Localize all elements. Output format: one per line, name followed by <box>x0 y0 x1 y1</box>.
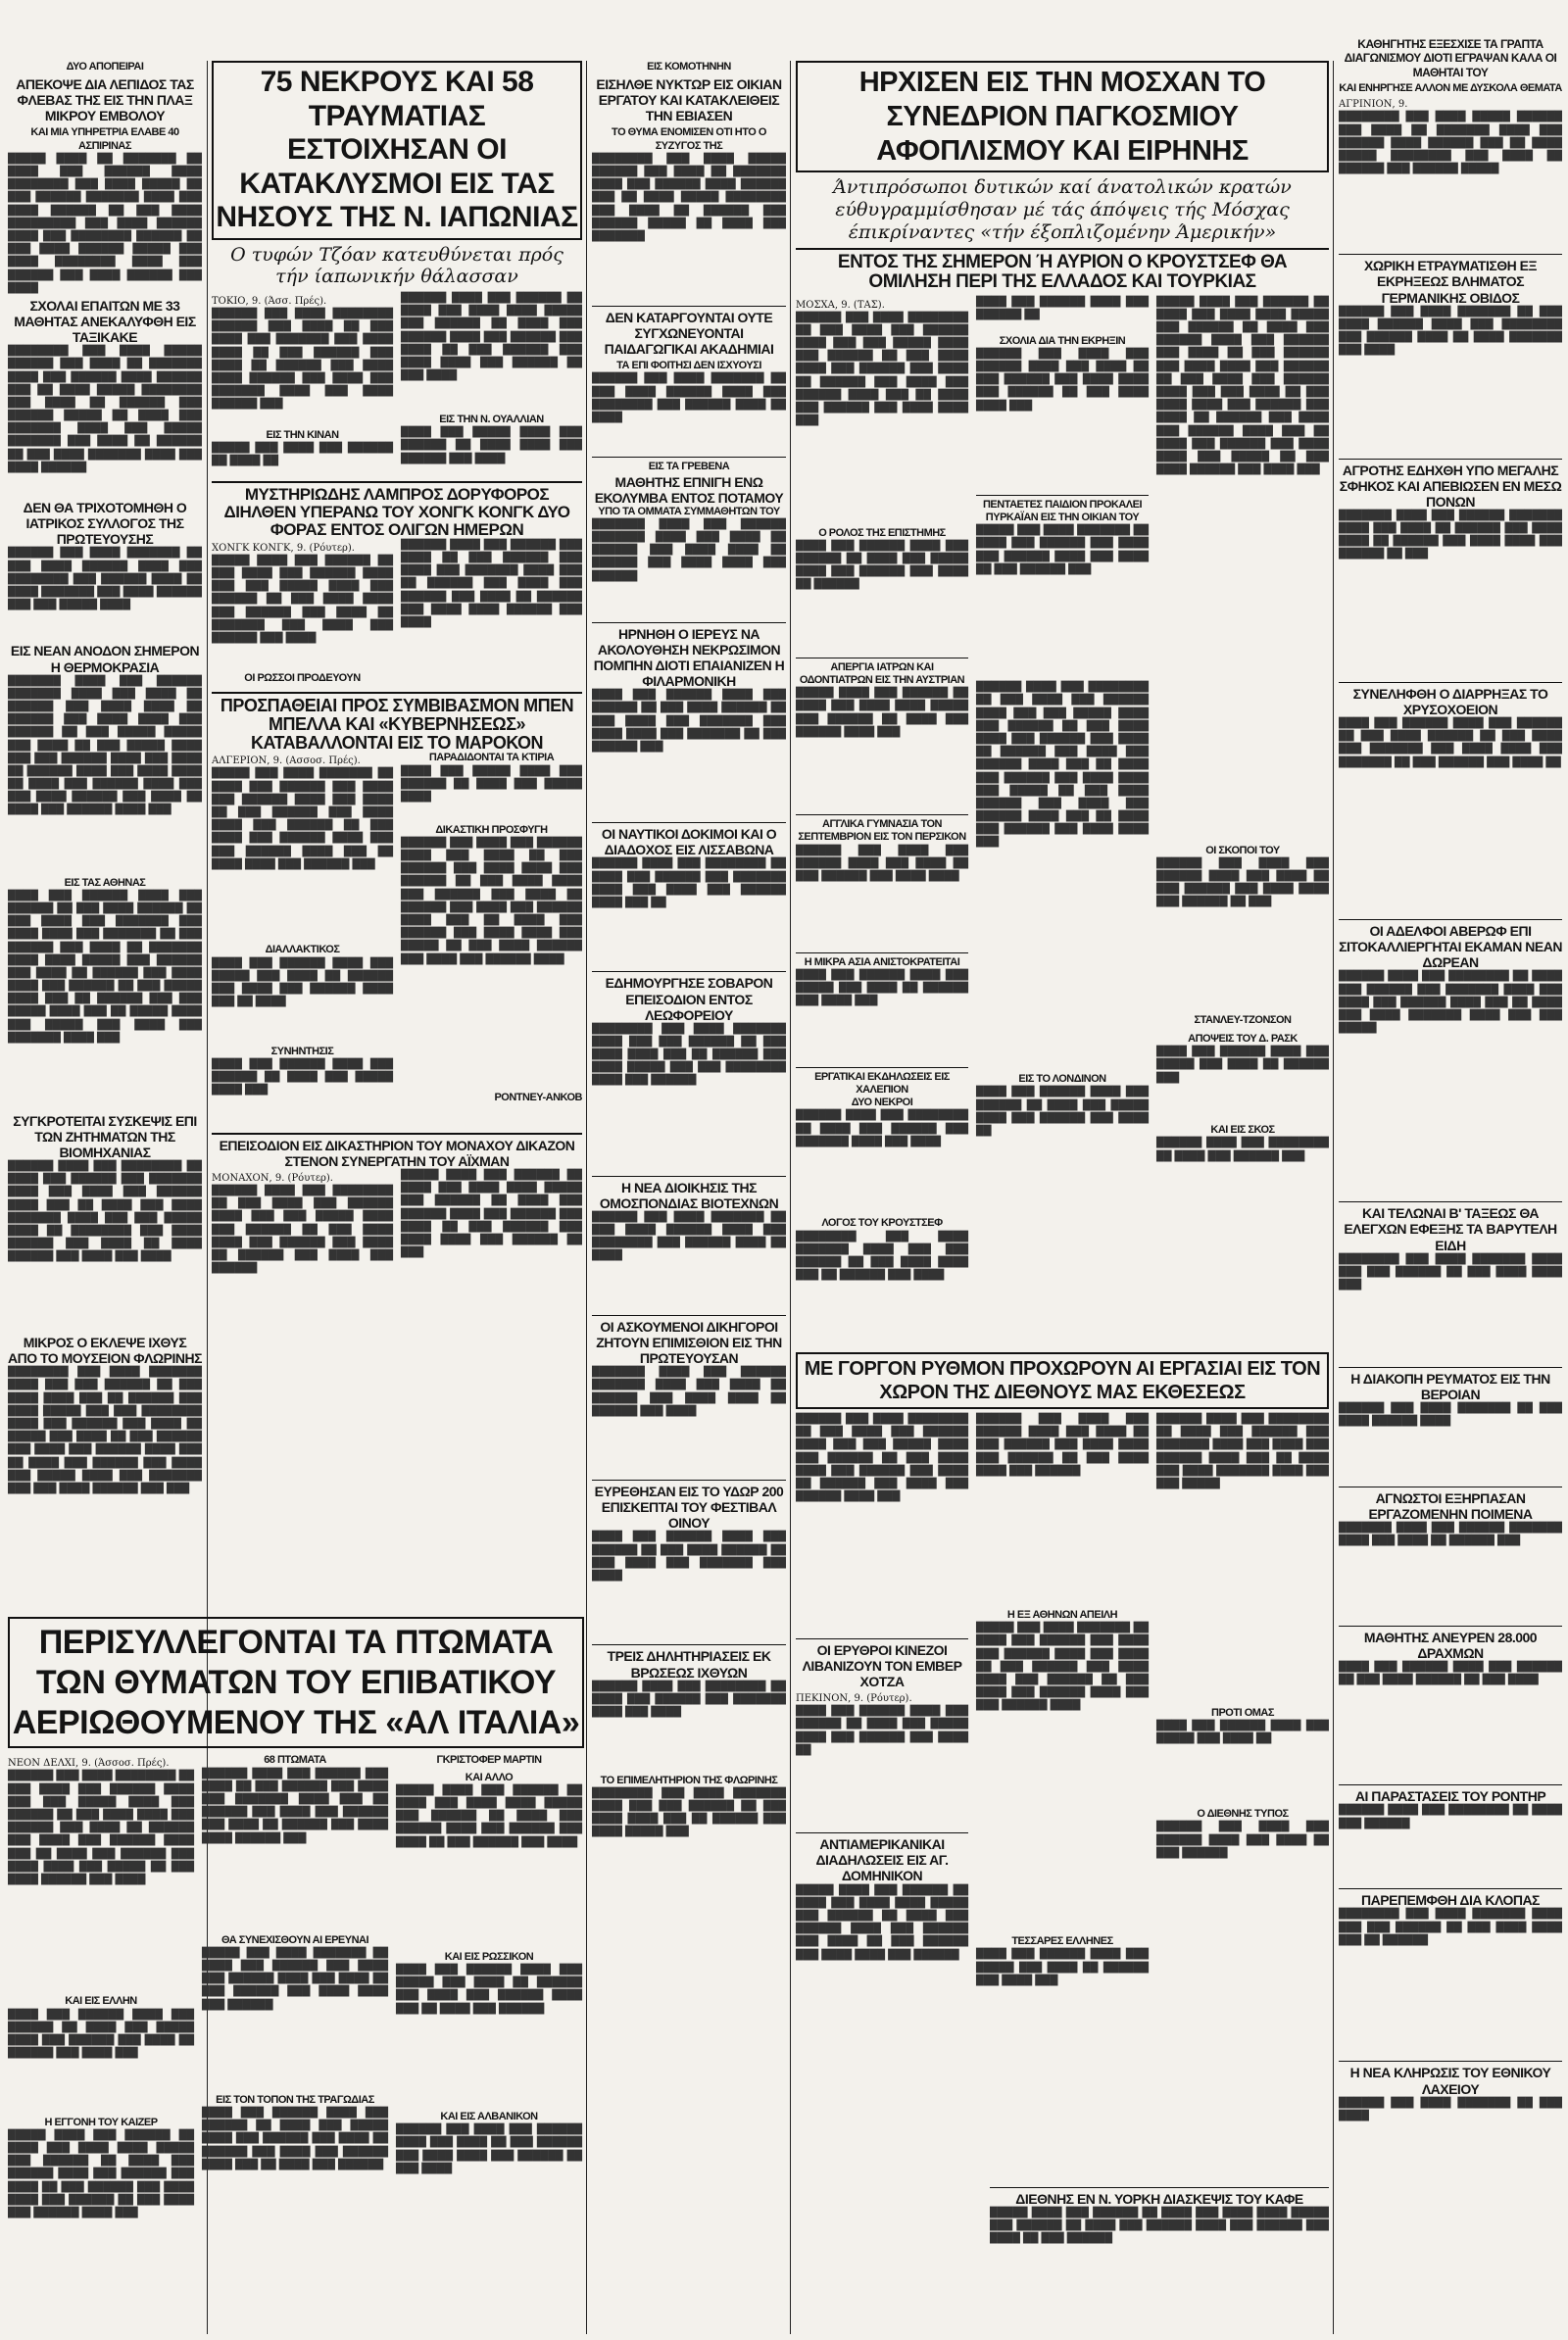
article-body: ██████ ████ ███ ████████ ██ ████ ███ ██████ ███ ███████ ████ ███ ████ <box>796 1110 968 1147</box>
article-body: █████ ████ ███ ██████ ██ ████ ███ ████ ████ █████ ███ ██████ ██ ████ ███ ██████ ████ ███ ██████ ███ ████ ██ ███ ██████ ███ ████ ████ ███ ██████ ██ ███ ████ ███ ██████ ████ ███ ███ ████ ██ ███ ████ ████ ███ ██████ ███ ████ ██ ██████ ███ ████ ███ ██████ ████ ███ ██ ████ ███ ██████ ███ ████ ████ ███ █████ ██ ███ ████ ██████ ███ ████ ███ <box>1156 296 1329 476</box>
article-body: ██████ ████ ███ ████████ ██ ████ ███ ██████ ███ ███████ ████ ███ ████ ███ ██████ ████ ███ ██ ████ ███ ████ ███████ ████ ███ ███ █████ <box>1156 1414 1329 1489</box>
article-body: ███████ ████ ███ ██████ ███████ ████ ███ ████ ██ ██████ ███ ████ ████ ██ ██████ ███ ████ <box>592 1367 786 1417</box>
article-body: ███████ ████ ███ ██████ ███████ ████ ███ ████ ██ ██████ ███ <box>1339 1523 1562 1547</box>
article-body: ███████ ████ ███ ██████ ███████ ████ ███ ████ ██ ██████ ███ ████ ████ ██ ██████ ███ ████ ████ ███ ██████ <box>592 518 786 582</box>
headline: ΟΙ ΝΑΥΤΙΚΟΙ ΔΟΚΙΜΟΙ ΚΑΙ Ο ΔΙΑΔΟΧΟΣ ΕΙΣ ΛΙΣΣΑΒΩΝΑ <box>592 822 786 857</box>
headline: ΕΙΣΗΛΘΕ ΝΥΚΤΩΡ ΕΙΣ ΟΙΚΙΑΝ ΕΡΓΑΤΟΥ ΚΑΙ ΚΑΤΑΚΛΕΙΘΕΙΣ ΤΗΝ ΕΒΙΑΣΕΝ <box>596 76 782 124</box>
headline: Η ΔΙΑΚΟΠΗ ΡΕΥΜΑΤΟΣ ΕΙΣ ΤΗΝ ΒΕΡΟΙΑΝ <box>1339 1367 1562 1402</box>
subheadline: ΤΟ ΘΥΜΑ ΕΝΟΜΙΣΕΝ ΟΤΙ ΗΤΟ Ο ΣΥΖΥΓΟΣ ΤΗΣ <box>612 126 766 152</box>
headline: Η ΝΕΑ ΔΙΟΙΚΗΣΙΣ ΤΗΣ ΟΜΟΣΠΟΝΔΙΑΣ ΒΙΟΤΕΧΝΩΝ <box>592 1176 786 1211</box>
subhead: ΚΑΙ ΕΙΣ ΕΛΛΗΝ <box>65 1995 137 2008</box>
article-body: █████ ████ ███ ██████ ██ ████ ███ ████ ████ █████ ███ ██████ ██ ████ ███ ██████ ████ ███ <box>796 688 968 738</box>
column-5 <box>1339 37 1562 2334</box>
headline: ΠΡΟΣΠΑΘΕΙΑΙ ΠΡΟΣ ΣΥΜΒΙΒΑΣΜΟΝ ΜΠΕΝ ΜΠΕΛΛΑ ΚΑΙ «ΚΥΒΕΡΝΗΣΕΩΣ» ΚΑΤΑΒΑΛΛΟΝΤΑΙ ΕΙΣ ΤΟ ΜΑΡΟΚΟΝ <box>212 692 582 753</box>
article-body: ████ ███ █████ ████ ███ ██████ ██ ████ ███ █████ ████ <box>401 765 582 804</box>
article-body: ██████ ███ ████ ███████ ██ ███ ████ ██████ ████ ███ ████████ ███ ██████ ████ ██ ████ <box>592 1211 786 1262</box>
subhead: ΟΙ ΣΚΟΠΟΙ ΤΟΥ <box>1205 844 1280 856</box>
article-body: ████ ███ ██████ ████ ███ █████ ███ ████ ██ ██████ ███ <box>1156 1047 1329 1084</box>
subhead: ΠΡΟΤΙ ΟΜΑΣ <box>1211 1707 1274 1719</box>
kicker: ΚΑΘΗΓΗΤΗΣ ΕΞΕΣΧΙΣΕ ΤΑ ΓΡΑΠΤΑ ΔΙΑΓΩΝΙΣΜΟΥ ΔΙΟΤΙ ΕΓΡΑΨΑΝ ΚΑΛΑ ΟΙ ΜΑΘΗΤΑΙ ΤΟΥ <box>1344 37 1557 79</box>
subheadline: Ο τυφών Τζόαν κατευθύνεται πρός τήν ίαπωνικήν θάλασσαν <box>230 243 564 288</box>
headline: ΜΕ ΓΟΡΓΟΝ ΡΥΘΜΟΝ ΠΡΟΧΩΡΟΥΝ ΑΙ ΕΡΓΑΣΙΑΙ ΕΙΣ ΤΟΝ ΧΩΡΟΝ ΤΗΣ ΔΙΕΘΝΟΥΣ ΜΑΣ ΕΚΘΕΣΕΩΣ <box>804 1358 1321 1403</box>
dateline: ΧΟΝΓΚ ΚΟΝΓΚ, 9. (Ρόυτερ). <box>212 542 355 554</box>
article-body: ████ ███ ██████ ████ ███ █████ ███ ████ ██ ██████ ███ ████ ███ <box>976 1949 1149 1986</box>
headline: ΕΝΤΟΣ ΤΗΣ ΣΗΜΕΡΟΝ Ή ΑΥΡΙΟΝ Ο ΚΡΟΥΣΤΣΕΦ ΘΑ ΟΜΙΛΗΣΗ ΠΕΡΙ ΤΗΣ ΕΛΛΑΔΟΣ ΚΑΙ ΤΟΥΡΚΙΑΣ <box>796 248 1329 292</box>
article-body: ████████ ███ ████ █████ ██████ ███ ████ ██ ███████ ████ ███ ██████ ████ ██████ ███ ██ ████ █████ ████████ ███ ████ ██ ██████ ███ ██████ █████ ██ ████ ███ ███████ <box>592 153 786 242</box>
subhead: ΕΙΣ ΤΗΝ Ν. ΟΥΑΛΛΙΑΝ <box>439 414 544 426</box>
subhead: ΕΡΓΑΤΙΚΑΙ ΕΚΔΗΛΩΣΕΙΣ ΕΙΣ ΧΑΛΕΠΙΟΝ <box>796 1067 968 1097</box>
article-body: ██████ ███ ████ ███████ ██ ███ ████ ██████ ████ ███ ████████ ███ ██████ ████ ██ ████ ███████ ███ ████ ██████ ███ ███ █████ ████ <box>8 548 202 611</box>
headline: ΔΥΟ ΑΠΟΠΕΙΡΑΙ <box>66 61 144 73</box>
subhead: ΑΠΟΨΕΙΣ ΤΟΥ Δ. ΡΑΣΚ <box>1188 1033 1298 1046</box>
dateline: ΤΟΚΙΟ, 9. (Άσσ. Πρές). <box>212 296 327 308</box>
headline-box <box>796 1352 1329 1409</box>
headline: ΑΓΝΩΣΤΟΙ ΕΞΗΡΠΑΣΑΝ ΕΡΓΑΖΟΜΕΝΗΝ ΠΟΙΜΕΝΑ <box>1339 1487 1562 1522</box>
article-body: ██████ ███ ████ ███████ ██ ███ ████ <box>1339 2097 1562 2121</box>
subhead: ΠΕΝΤΑΕΤΕΣ ΠΑΙΔΙΟΝ ΠΡΟΚΑΛΕΙ ΠΥΡΚΑΪΑΝ ΕΙΣ ΤΗΝ ΟΙΚΙΑΝ ΤΟΥ <box>976 495 1149 524</box>
subheadline: ΤΑ ΕΠΙ ΦΟΙΤΗΣΙ ΔΕΝ ΙΣΧΥΟΥΣΙ <box>616 360 761 372</box>
headline: ΣΥΓΚΡΟΤΕΙΤΑΙ ΣΥΣΚΕΨΙΣ ΕΠΙ ΤΩΝ ΖΗΤΗΜΑΤΩΝ ΤΗΣ ΒΙΟΜΗΧΑΝΙΑΣ <box>13 1112 197 1160</box>
article-body: ██████ ████ ███ ████████ ██ ████ ███ ██████ ███ ███████ ████ ███ ████ <box>592 1681 786 1719</box>
article-body: ████████ ███ ████ ███████ ████ ███ ███ ██████ ██ ███ ████ ████ ███ ██ ██████ ███ ████ █████ ███ ███ ████████ ████ ███ ██████ ███ ████ ██ █████ ███ ████ ██ ███ ██████ ███ ████ ███ ██████ ████ ███ ██ ████ ███ ██████ ███ ████ ███ █████ ████ ███ ███████ ███ ███ ████ ██████ ███ ███ <box>8 1367 202 1494</box>
article-body: █████ ████ ███ ██████ ██ ███ ████ ███ ██████ ████ ███ ███ █████ ████ ███ ██████ ██ ███ ████ ████ ███ ██████ ███ ████ ██ ███████ ███ ████ ███ ██████ ███ ████ <box>212 555 393 644</box>
headline: ΟΙ ΑΔΕΛΦΟΙ ΑΒΕΡΩΦ ΕΠΙ ΣΙΤΟΚΑΛΛΙΕΡΓΗΤΑΙ ΕΚΑΜΑΝ ΝΕΑΝ ΔΩΡΕΑΝ <box>1339 919 1562 970</box>
article-body: █████ ████ ███ ██████ ██ ████ ███ ████ ████ █████ ███ ██████ ██ ████ ███ ██████ ████ ███ ██████ ███ ████ ██ ███ ██████ ███ ████ ████ ███ ██████ ██ ███ <box>401 1170 582 1259</box>
article-body: ██████ ███ ████ ███ ██████ ████ ███ ████ ██ ███ ██████ ███ ████ ████ ███ ██████ ██ ███ ████ ████ ███ ██████ ███ ████ ██ ██████ ███ ████ ███ ██████ ████ ███ ██ ████ ███ ██████ ███ ████ ████ ███ █████ ██ ███ ████ ██████ ███ ████ ███ ██████ ████ <box>401 837 582 965</box>
subhead: Η ΕΞ ΑΘΗΝΩΝ ΑΠΕΙΛΗ <box>1006 1609 1118 1621</box>
article-body: ████ ███ ██████ ████ ███ █████ ███ ████ ██ <box>1156 1721 1329 1745</box>
article-body: ████ ███ ██████ ████ ███ █████ ███ ████ ██ ██████ ███ ████ ███ ██████ ████ ███ ██ ████ ███ ██████ <box>396 1964 582 2015</box>
dateline: ΑΛΓΕΡΙΟΝ, 9. (Ασσοσ. Πρές). <box>212 756 361 767</box>
headline: ΠΑΡΕΠΕΜΦΘΗ ΔΙΑ ΚΛΟΠΑΣ <box>1339 1888 1562 1908</box>
article-body: ████ ███ ██████ ████ ███ ██████ ██ ███ ████ ██████ ██ ███ ████ ███ ███████ ███ ████ <box>592 1532 786 1583</box>
article-body: ████ ███ ██████ ████ ███ ██████ ██ ████ ███ █████ ████ ███ ██████ ███ ████ ██ ██████ <box>796 540 968 591</box>
dateline: ΜΟΣΧΑ, 9. (ΤΑΣ). <box>796 299 885 311</box>
article-body: ██████ ████ ███ ██████ ███ ████ ██ ███ ██████ ███ ████ ███ ███████ ████ ███ ██ ██████ ███ ████ ███ ██████ ███ ████ ██ ██████ ███ ████ ████ ██████ ███ ████ <box>401 539 582 628</box>
subhead: ΔΙΚΑΣΤΙΚΗ ΠΡΟΣΦΥΓΗ <box>435 823 548 836</box>
article-body: ████████ ███ ████ ███████ ████ ███ ███ ██████ ██ ███ ████ ████ ███ ██ ██████ ███ ████ <box>796 1231 968 1282</box>
subhead: ΔΥΟ ΝΕΚΡΟΙ <box>851 1097 913 1109</box>
article-body: ████ ███ ██████ ████ ███ █████ ███ ████ ██ ██████ ███ ████ ███ ██████ ████ ███ ██ ████ <box>212 957 393 1008</box>
article-body: ██████ ███ ████ ████████ ██████ ███ ████ ██ ███ ████ ███ ███████ ███ ████ ████ ██ ███ ██████ ███ ████ ██ ██████ ███ ████ ████ ██████ ███ ████ ███ ███████ ████ ███ ████ ██████ ███ <box>212 309 393 411</box>
article-body: ██████ ███ ████ ███ ██████ ████ ███ ████ ██ ███ ██████ ███ ████ ████ <box>796 845 968 882</box>
subhead: ΚΑΙ ΕΙΣ ΡΩΣΣΙΚΟΝ <box>444 1950 534 1963</box>
subhead: Ο ΡΟΛΟΣ ΤΗΣ ΕΠΙΣΤΗΜΗΣ <box>818 526 946 539</box>
article-body: █████ ███ ████ ███████ ██ ████ ███ ██████ ███ ████ ███ ██████ ████ ███ ████ ██ ███ ██████ ███ ████ ████ ███ ██████ ██ ███ ████ ███ ██████ ████ ███ ███ ██████ ████ <box>976 1623 1149 1712</box>
headline: ΗΡΧΙΣΕΝ ΕΙΣ ΤΗΝ ΜΟΣΧΑΝ ΤΟ ΣΥΝΕΔΡΙΟΝ ΠΑΓΚΟΣΜΙΟΥ ΑΦΟΠΛΙΣΜΟΥ ΚΑΙ ΕΙΡΗΝΗΣ <box>858 67 1266 167</box>
byline: ΓΚΡΙΣΤΟΦΕΡ ΜΑΡΤΙΝ <box>436 1754 542 1767</box>
subhead: ΤΕΣΣΑΡΕΣ ΕΛΛΗΝΕΣ <box>1011 1935 1113 1948</box>
headline: ΜΑΘΗΤΗΣ ΕΠΝΙΓΗ ΕΝΩ ΕΚΟΛΥΜΒΑ ΕΝΤΟΣ ΠΟΤΑΜΟΥ <box>594 473 784 506</box>
headline: ΜΥΣΤΗΡΙΩΔΗΣ ΛΑΜΠΡΟΣ ΔΟΡΥΦΟΡΟΣ ΔΙΗΛΘΕΝ ΥΠΕΡΑΝΩ ΤΟΥ ΧΟΝΓΚ ΚΟΝΓΚ ΔΥΟ ΦΟΡΑΣ ΕΝΤΟΣ ΟΛΙΓΩΝ ΗΜΕΡΩΝ <box>212 481 582 539</box>
article-body: ████ ███ ██████ ████ ███ ██████ ██ <box>976 296 1149 320</box>
article-body: ██████ ███ ████ ███████ ██ ███ ████ ██████ ████ <box>1339 1402 1562 1428</box>
article-body: ████ ███ ██████ ████ ███ ██████ ██ ███ ████ ██████ ██ ███ ████ ███ ███████ ███ ████ ████ ███ ███████ ██ ███ ██████ ███ <box>592 690 786 753</box>
article-body: █████ ███ ████ ███████ ██ ████ ███ ██████ ███ ████ ███ ██████ ████ ███ ████ ██ ███ ██████ ███ <box>976 525 1149 575</box>
headline: ΔΕΝ ΘΑ ΤΡΙΧΟΤΟΜΗΘΗ Ο ΙΑΤΡΙΚΟΣ ΣΥΛΛΟΓΟΣ ΤΗΣ ΠΡΩΤΕΥΟΥΣΗΣ <box>23 500 187 548</box>
subheadline: Άντιπρόσωποι δυτικών καί άνατολικών κρατών εύθυγραμμίσθησαν μέ τάς άπόψεις τής Μόσχας έπικρίναντες «τήν έξοπλιζομένην Άμερικήν» <box>833 176 1292 243</box>
article-body: ████ ███ ██████ ████ ███ █████ ███ ████ ██ ██████ ███ ████ ███ <box>796 969 968 1007</box>
article-body: ████████ ███ ████ ███████ ████ ███ ███ ██████ ██ ███ ████ ████ ███ ██ ██████ ███ ████ █████ ███ <box>592 1787 786 1838</box>
article-body: ████ ███ ██████ ████ ███ ██████ ██ ████ ███ █████ ████ ███ ██████ ███ ████ ██ ██████ ███ ████ ███ ██████ ████ ███ ██ ████ ███ ██████ <box>202 2107 388 2170</box>
article-body: ██████ ███ ████ ████████ ██ ███ ████ ███ ██████ ████ ███ ███ █████ ████ ███ ██████ ██ ███ ████ ████ ███ ██████ ███ ████ ██ ██████ ███ ████ ███ ██████ ████ ███ ██ ████ ███ ██████ ███ ████ ████ ███ <box>796 312 968 427</box>
subhead: 68 ΠΤΩΜΑΤΑ <box>264 1754 326 1767</box>
article-body: ██████ ███ ████ ███ ██████ ████ ███ ████ ██ ███ ██████ ███ ████ ████ ███ ██████ ██ ███ <box>1156 857 1329 908</box>
article-body: █████ ███ ████ ███████ ██ ████ ███ ██████ ███ ████ ███ ██████ ████ ███ ████ ██ ███ ██████ ███ ████ ████ ███ ██████ <box>202 1947 388 2011</box>
subheadline: ΥΠΟ ΤΑ ΟΜΜΑΤΑ ΣΥΜΜΑΘΗΤΩΝ ΤΟΥ <box>598 505 780 517</box>
headline: ΑΠΕΚΟΨΕ ΔΙΑ ΛΕΠΙΔΟΣ ΤΑΣ ΦΛΕΒΑΣ ΤΗΣ ΕΙΣ ΤΗΝ ΠΛΑΞ ΜΙΚΡΟΥ ΕΜΒΟΛΟΥ <box>16 76 194 124</box>
article-body: ████████ ███ ████ █████ ██████ ███ ████ ██ ███████ ████ ███ ██████ ████ ██████ ███ ██ ████ █████ ████████ ███ ████ ██ ██████ ███ ██████ █████ <box>1339 112 1562 175</box>
byline: ΡΟΝΤΝΕΥ-ΑΝΚΟΒ <box>494 1091 582 1103</box>
article-body: ██████ ███ ████ ███ ██████ ████ ███ ████ ██ ███ ██████ ███ ████ ████ ███ ██████ ██ ███ ████ ████ ███ <box>976 348 1149 412</box>
article-body: ██████ ███ ████ ███████ ██ ███ ████ ██████ ████ ███ ████████ ███ ██████ ████ ██ ████ <box>592 373 786 423</box>
subheadline: ΤΟ ΕΠΙΜΕΛΗΤΗΡΙΟΝ ΤΗΣ ΦΛΩΡΙΝΗΣ <box>600 1774 778 1786</box>
dateline: ΠΕΚΙΝΟΝ, 9. (Ρόυτερ). <box>796 1693 912 1705</box>
headline-box <box>212 61 582 240</box>
article-body: ███████ ████ ███ ██████ ███████ ████ ███ ████ ██ ██████ ███ ████ ████ ██ ██████ ███ ████ ████ ███ ██████ ██ ███ <box>1339 510 1562 561</box>
subheadline: ΚΑΙ ΜΙΑ ΥΠΗΡΕΤΡΙΑ ΕΛΑΒΕ 40 ΑΣΠΙΡΙΝΑΣ <box>30 126 179 152</box>
article-body: █████ ████ ██ ███████ ██ ████ ███ ██████ ████ ████████ ███ ████ █████ ██ ███ ██████ ███████ ████ ███ ████ ██████ ██ ███ ████ █████████ ███ ████ ██████ ████ ███ ████████ ██████ ██ ███ ████ ██████ █████ ███ ████ ████████ ████ ███ ██████ ███ ████ ██████ ███ ████ <box>8 153 202 294</box>
headline: ΜΙΚΡΟΣ Ο ΕΚΛΕΨΕ ΙΧΘΥΣ ΑΠΟ ΤΟ ΜΟΥΣΕΙΟΝ ΦΛΩΡΙΝΗΣ <box>8 1335 202 1367</box>
subhead: ΛΟΓΟΣ ΤΟΥ ΚΡΟΥΣΤΣΕΦ <box>821 1217 943 1230</box>
article-body: ██████ ████ ███ ██████ ██ ████ ███ ████ ████ █████ ███ ██████ ██ ████ ███ ██████ ████ ███ ██████ ███ ████ ██ ███ ██████ ███ ████ ████ ███ ██████ ██ ███ ████ <box>401 293 582 382</box>
article-body: ██████ ███ ████ ███ ██████ ████ ███ ████ ██ ███ ██████ ███ ████ ████ ███ ██████ ██ ███ ████ ████ ███ ██████ <box>976 1414 1149 1477</box>
article-body: ██████ ████ ███ ████████ ██ ████ ███ ██████ ███ <box>1156 1138 1329 1162</box>
coffee-conference-story <box>990 2187 1329 2334</box>
headline: ΕΔΗΜΟΥΡΓΗΣΕ ΣΟΒΑΡΟΝ ΕΠΕΙΣΟΔΙΟΝ ΕΝΤΟΣ ΛΕΩΦΟΡΕΙΟΥ <box>592 971 786 1022</box>
byline: ΣΤΑΝΛΕΥ-ΤΖΟΝΣΟΝ <box>1194 1013 1292 1026</box>
headline: ΚΑΙ ΤΕΛΩΝΑΙ Β' ΤΑΞΕΩΣ ΘΑ ΕΛΕΓΧΩΝ ΕΦΕΞΗΣ ΤΑ ΒΑΡΥΤΕΛΗ ΕΙΔΗ <box>1339 1201 1562 1252</box>
headline: ΕΙΣ ΝΕΑΝ ΑΝΟΔΟΝ ΣΗΜΕΡΟΝ Η ΘΕΡΜΟΚΡΑΣΙΑ <box>10 643 200 675</box>
headline: ΑΓΡΟΤΗΣ ΕΔΗΧΘΗ ΥΠΟ ΜΕΓΑΛΗΣ ΣΦΗΚΟΣ ΚΑΙ ΑΠΕΒΙΩΣΕΝ ΕΝ ΜΕΣΩ ΠΟΝΩΝ <box>1339 459 1562 510</box>
article-body: ██████ ███ ████ ████████ ██ ███ ████ ███ ██████ ████ ███ ███ █████ ████ ███ ██████ ██ ███ ████ ████ ███ ██████ ███ ████ ██ ██████ ███ ████ ███ ██████ ████ ███ ██ ████ ███ ██████ ███ ████ ████ ███ █████ ██ ███ ████ ██████ ███ ████ <box>8 1771 194 1885</box>
subhead: Η ΜΙΚΡΑ ΑΣΙΑ ΑΝΙΣΤΟΚΡΑΤΕΙΤΑΙ <box>796 952 968 969</box>
dateline: ΑΓΡΙΝΙΟΝ, 9. <box>1339 99 1408 111</box>
article-body: ████ ███ ██████ ████ ███ ██████ ██ ███ ████ ██████ ██ ███ ████ ███ ███████ ███ ████ ████ ███ ███████ ██ ███ ██████ ███ ████ ██ ███████ ████ ████ █████ ███ ██████ ███ ████ ██ ██████ ███ ████ ████ ███ ██████ ██ ███ █████ ████ ███ ██ ██████ ███ ███ █████ ████ ███ ██ █████ ████ ███ █████ ███ ████ ███ ███████ ████ ███ <box>8 890 202 1044</box>
headline-box <box>8 1617 584 1748</box>
article-body: ██████ ███ ████ ███████ ██ ███ ████ ██████ ████ ███ ████████ ███ ██████ ████ ██ ████ ███████ ███ ████ <box>1339 306 1562 357</box>
article-body: ████ ███ ██████ ████ ███ ██████ ██ ████ ███ █████ ████ ███ ██████ ███ ████ ██ <box>796 1706 968 1756</box>
article-body: ██████ ████ ███ ████████ ██ ███ ████ ███ ██████ ████ ███ ███ █████ ████ ███ ██████ ██ ███ ████ ████ ███ ██████ ███ ████ ██ ██████ ███ ████ ███ ██████ <box>212 1186 393 1275</box>
subhead: ΠΑΡΑΔΙΔΟΝΤΑΙ ΤΑ ΚΤΙΡΙΑ <box>428 752 555 764</box>
subhead: ΕΙΣ ΤΟ ΛΟΝΔΙΝΟΝ <box>1018 1073 1106 1086</box>
article-body: ████ ███ ██████ ████ ███ ██████ ██ ████ ███ █████ ████ ███ <box>212 1058 393 1097</box>
headline: ΣΧΟΛΑΙ ΕΠΑΙΤΩΝ ΜΕ 33 ΜΑΘΗΤΑΣ ΑΝΕΚΑΛΥΦΘΗ ΕΙΣ ΤΑΞΙΚΑΚΕ <box>14 297 196 346</box>
article-body: ████████ ███ ████ ███████ ████ ███ ███ ██████ ██ ███ ████ ████ ███ ██ ██████ <box>1339 1909 1562 1946</box>
subhead: ΚΑΙ ΕΙΣ ΣΚΟΣ <box>1210 1124 1275 1137</box>
subheadline: ΕΙΣ ΤΑΣ ΑΘΗΝΑΣ <box>64 876 146 889</box>
headline: ΕΠΕΙΣΟΔΙΟΝ ΕΙΣ ΔΙΚΑΣΤΗΡΙΟΝ ΤΟΥ ΜΟΝΑΧΟΥ ΔΙΚΑΖΟΝ ΣΤΕΝΟΝ ΣΥΝΕΡΓΑΤΗΝ ΤΟΥ ΑΪΧΜΑΝ <box>212 1133 582 1169</box>
subhead: ΟΙ ΡΩΣΣΟΙ ΠΡΟΔΕΥΟΥΝ <box>244 671 361 684</box>
article-body: █████ ████ ███ ██████ ██ ████ ███ ████ ████ █████ ███ ██████ ██ ████ ███ ██████ ████ ███ ██████ ███ ████ ██ ███ ██████ <box>990 2208 1329 2245</box>
subhead: ΑΠΕΡΓΙΑ ΙΑΤΡΩΝ ΚΑΙ ΟΔΟΝΤΙΑΤΡΩΝ ΕΙΣ ΤΗΝ ΑΥΣΤΡΙΑΝ <box>796 658 968 687</box>
headline: ΟΙ ΑΣΚΟΥΜΕΝΟΙ ΔΙΚΗΓΟΡΟΙ ΖΗΤΟΥΝ ΕΠΙΜΙΣΘΙΟΝ ΕΙΣ ΤΗΝ ΠΡΩΤΕΥΟΥΣΑΝ <box>592 1315 786 1366</box>
article-body: █████ ████ ███ ██████ ██ ████ ███ ████ ████ █████ ███ ██████ ██ ████ ███ ██████ ████ ███ ██████ ███ ████ ██ ███ ██████ ███ ████ ████ ███ ██████ ██ ███ ████ ███ ██████ ████ ███ <box>8 2129 194 2218</box>
headline: ΔΕΝ ΚΑΤΑΡΓΟΥΝΤΑΙ ΟΥΤΕ ΣΥΓΧΩΝΕΥΟΝΤΑΙ ΠΑΙΔΑΓΩΓΙΚΑΙ ΑΚΑΔΗΜΙΑΙ <box>592 306 786 357</box>
article-body: ████ ███ ██████ ████ ███ ██████ ██ ███ ████ ██████ ██ ███ ████ ███ ███████ ███ ████ ████ ███ ███████ ██ ███ ██████ ███ ████ ██ <box>1339 718 1562 768</box>
article-body: ████ ███ ██████ ████ ███ ██████ ██ ████ ███ █████ ████ ███ ██████ ███ ████ ██ ██████ ███ ████ ███ <box>8 2009 194 2060</box>
dateline: ΝΕΟΝ ΔΕΛΧΙ, 9. (Άσσοσ. Πρές). <box>8 1758 170 1770</box>
article-body: █████ ████ ███ ██████ ██ ████ ███ ████ ████ █████ ███ ██████ ██ ████ ███ ██████ ████ ███ ██████ ███ ████ ██ ███ ██████ ███ ████ <box>396 1784 582 1848</box>
headline: ΣΥΝΕΛΗΦΘΗ Ο ΔΙΑΡΡΗΞΑΣ ΤΟ ΧΡΥΣΟΧΟΕΙΟΝ <box>1339 682 1562 717</box>
article-body: █████ ████ ███ ██████ ██ ████ ███ ████ ████ █████ ███ ██████ ██ ████ ███ ██████ ████ ███ ██████ ███ ████ ██ ███ ██████ ███ ████ ████ ███ ██████ <box>796 1884 968 1961</box>
subhead: ΣΧΟΛΙΑ ΔΙΑ ΤΗΝ ΕΚΡΗΞΙΝ <box>999 334 1126 347</box>
article-body: ██████ ████ ███ ████████ ██ ███ ████ ███ ██████ ████ ███ ███ █████ ████ ███ ██████ ██ ███ ████ ████ ███ ██████ ███ ████ ██ ██████ ███ ████ ███ ██████ ████ ███ ██ ████ ███ ██████ ███ ████ ████ ███ █████ ██ ███ ████ ██████ ███ ████ ███ ██████ ████ ███ ██ ████ ███ ██████ ███ ████ ████ ███ <box>976 682 1149 849</box>
article-body: ██████ ███ ████ ███ ██████ ████ ███ ████ ██ ███ ██████ ███ ████ ████ ███ ██████ ██ ███ ████ <box>396 2124 582 2174</box>
exhibition-story <box>796 1352 1329 2332</box>
subheadline: ΚΑΙ ΕΝΗΡΓΗΣΕ ΑΛΛΟΝ ΜΕ ΔΥΣΚΟΛΑ ΘΕΜΑΤΑ <box>1339 82 1562 95</box>
column-rule <box>586 61 587 2334</box>
article-body: ██████ ████ ███ ████████ ██ ████ ███ ██████ <box>1339 1805 1562 1829</box>
kicker: ΕΙΣ ΚΟΜΟΤΗΝΗΝ <box>647 61 731 73</box>
subhead: ΕΙΣ ΤΟΝ ΤΟΠΟΝ ΤΗΣ ΤΡΑΓΩΔΙΑΣ <box>216 2093 374 2106</box>
kicker: ΕΙΣ ΤΑ ΓΡΕΒΕΝΑ <box>592 457 786 473</box>
subhead: ΑΓΓΛΙΚΑ ΓΥΜΝΑΣΙΑ ΤΟΝ ΣΕΠΤΕΜΒΡΙΟΝ ΕΙΣ ΤΟΝ ΠΕΡΣΙΚΟΝ <box>796 814 968 844</box>
headline: ΠΕΡΙΣΥΛΛΕΓΟΝΤΑΙ ΤΑ ΠΤΩΜΑΤΑ ΤΩΝ ΘΥΜΑΤΩΝ ΤΟΥ ΕΠΙΒΑΤΙΚΟΥ ΑΕΡΙΩΘΟΥΜΕΝΟΥ ΤΗΣ «ΑΛ ΙΤΑΛΙΑ» <box>12 1624 580 1741</box>
column-3 <box>592 61 786 2334</box>
column-2 <box>212 61 582 1609</box>
headline: ΑΙ ΠΑΡΑΣΤΑΣΕΙΣ ΤΟΥ ΡΟΝΤΗΡ <box>1339 1784 1562 1804</box>
article-body: ████ ███ █████ ████ ███ ██████ ██ ████ ████ ███ ██████ ███ ████ <box>401 427 582 464</box>
headline: ΤΡΕΙΣ ΔΗΛΗΤΗΡΙΑΣΕΙΣ ΕΚ ΒΡΩΣΕΩΣ ΙΧΘΥΩΝ <box>592 1644 786 1680</box>
lead-story-air-italia <box>8 1617 584 2332</box>
subhead: ΘΑ ΣΥΝΕΧΙΣΘΟΥΝ ΑΙ ΕΡΕΥΝΑΙ <box>220 1933 369 1946</box>
headline-box <box>796 61 1329 172</box>
article-body: ████████ ███ ████ ███████ ████ ███ ███ ██████ ██ ███ ████ ████ ███ ██ ██████ ███ ████ █████ ███ ███ ████████ ████ ███ ██████ <box>592 1023 786 1087</box>
column-rule <box>1333 61 1334 2334</box>
subhead: ΚΑΙ ΑΛΛΟ <box>465 1771 514 1783</box>
headline: ΑΝΤΙΑΜΕΡΙΚΑΝΙΚΑΙ ΔΙΑΔΗΛΩΣΕΙΣ ΕΙΣ ΑΓ. ΔΟΜΗΝΙΚΟΝ <box>796 1832 968 1883</box>
subhead: ΚΑΙ ΕΙΣ ΑΛΒΑΝΙΚΟΝ <box>440 2110 538 2122</box>
headline: ΧΩΡΙΚΗ ΕΤΡΑΥΜΑΤΙΣΘΗ ΕΞ ΕΚΡΗΞΕΩΣ ΒΛΗΜΑΤΟΣ ΓΕΡΜΑΝΙΚΗΣ ΟΒΙΔΟΣ <box>1339 254 1562 305</box>
column-rule <box>790 61 791 2334</box>
article-body: ██████ ███ ████ ███ ██████ ████ ███ ████ ██ ███ ██████ <box>1156 1822 1329 1859</box>
headline: ΗΡΝΗΘΗ Ο ΙΕΡΕΥΣ ΝΑ ΑΚΟΛΟΥΘΗΣΗ ΝΕΚΡΩΣΙΜΟΝ ΠΟΜΠΗΝ ΔΙΟΤΙ ΕΠΑΙΑΝΙΖΕΝ Η ΦΙΛΑΡΜΟΝΙΚΗ <box>592 622 786 689</box>
subhead: Η ΕΓΓΟΝΗ ΤΟΥ ΚΑΙΖΕΡ <box>44 2116 158 2128</box>
dateline: ΜΟΝΑΧΟΝ, 9. (Ρόυτερ). <box>212 1173 333 1185</box>
article-body: ██████ ████ ███ ████████ ██ ████ ███ ██████ ███ ███████ ████ ███ ████ ███ ██████ ████ ███ ██ <box>592 858 786 908</box>
subhead: ΣΥΝΗΝΤΗΣΙΣ <box>270 1045 334 1057</box>
article-body: ████████ ███ ████ ███████ ████ ███ ███ ██████ ██ ███ ████ ████ ███ <box>1339 1253 1562 1292</box>
headline: Η ΝΕΑ ΚΛΗΡΩΣΙΣ ΤΟΥ ΕΘΝΙΚΟΥ ΛΑΧΕΙΟΥ <box>1339 2061 1562 2096</box>
article-body: ████ ███ ██████ ████ ███ ██████ ██ ███ ████ ██████ ██ ███ ████ <box>1339 1662 1562 1686</box>
headline: ΟΙ ΕΡΥΘΡΟΙ ΚΙΝΕΖΟΙ ΛΙΒΑΝΙΖΟΥΝ ΤΟΝ ΕΜΒΕΡ ΧΟΤΖΑ <box>796 1638 968 1689</box>
article-body: ███████ ████ ███ ██████ ███████ ████ ███ ████ ██ ██████ ███ ████ ████ ██ ██████ ███ ████ ████ ███ ██████ ██ ███ █████ █████ ███ ████ ██ ███ █████ ████ ███ ███ ██████ ████ ███ ████ ██ ██████ ████ ███ ████ ████ ██ ████ ███ ██████ ████ ███ ███ ████ ██████ ███ ████ ██ ████ ███ ██████ ████ ███ <box>8 675 202 816</box>
article-body: ████ ███ ██████ ████ ███ ██████ ██ ████ ███ █████ ████ ███ ██████ ███ ████ ██ <box>976 1087 1149 1137</box>
subhead: ΕΙΣ ΤΗΝ ΚΙΝΑΝ <box>266 429 339 442</box>
headline: ΕΥΡΕΘΗΣΑΝ ΕΙΣ ΤΟ ΥΔΩΡ 200 ΕΠΙΣΚΕΠΤΑΙ ΤΟΥ ΦΕΣΤΙΒΑΛ ΟΙΝΟΥ <box>592 1480 786 1531</box>
headline: ΜΑΘΗΤΗΣ ΑΝΕΥΡΕΝ 28.000 ΔΡΑΧΜΩΝ <box>1339 1626 1562 1661</box>
article-body: ████████ ███ ████ █████ ██████ ███ ████ ██ ███████ ████ ███ ██████ ████ ██████ ███ ██ ████ █████ ████████ ███ ████ ██ ██████ ███ ██████ █████ ██ ████ ███ ███████ ████ ███ █████ ███████ ███ ████ ██ ██████ ██ ███ ████ ███████ ████ ███ ████ ██████ <box>8 346 202 473</box>
article-body: ██████ ████ ███ ████████ ██ ████ ███ ██████ ███ ███████ ████ ███ ████ ███ ██████ ████ ███ ██ ████ ███ ████ ███████ ████ ███ ███ █████ <box>1339 971 1562 1035</box>
headline: ΔΙΕΘΝΗΣ ΕΝ Ν. ΥΟΡΚΗ ΔΙΑΣΚΕΨΙΣ ΤΟΥ ΚΑΦΕ <box>990 2187 1329 2207</box>
article-body: ██████ ████ ███ ████████ ██ ████ ███ ██████ ███ ███████ ████ ███ ████ ███ ██████ ████ ███ ██ ████ ███ ████ ███████ ████ ███ ███ █████ ████ ██ ████████ ███ ████ ██████ ███ ████ ██ ████ ██████ ███ ████ ███ ████ <box>8 1161 202 1263</box>
subhead: ΔΙΑΛΛΑΚΤΙΚΟΣ <box>265 944 340 956</box>
article-body: █████ ███ ████ ███ ██████ ██ ████ ██ <box>212 443 393 467</box>
headline: 75 ΝΕΚΡΟΥΣ ΚΑΙ 58 ΤΡΑΥΜΑΤΙΑΣ ΕΣΤΟΙΧΗΣΑΝ ΟΙ ΚΑΤΑΚΛΥΣΜΟΙ ΕΙΣ ΤΑΣ ΝΗΣΟΥΣ ΤΗΣ Ν. ΙΑΠΩΝΙΑΣ <box>216 66 578 233</box>
article-body: █████ ███ ████ ███████ ██ ████ ███ ██████ ███ ████ ███ ██████ ████ ███ ████ ██ ███ ██████ ███ ████ ████ ███ ██████ ██ ███ ████ ███ ██████ ████ ███ ███ ██████ ████ ███ ██ ████ ████ ███ ██████ ███ <box>212 768 393 870</box>
article-body: ██████ ███ ████ ████████ ██ ███ ████ ███ ██████ ████ ███ ███ █████ ████ ███ ██████ ██ ███ ████ ████ ███ ██████ ███ ████ ██ ██████ ███ ████ ███ ██████ ████ ███ <box>796 1414 968 1503</box>
article-body: ██████ ████ ███ ██████ ███ ████ ██ ███ ██████ ███ ████ ███ ███████ ████ ███ ██ ██████ ███ ████ ███ ██████ ███ ████ ██ ██████ ███ ████ ████ ██████ ███ <box>202 1768 388 1844</box>
subhead: Ο ΔΙΕΘΝΗΣ ΤΥΠΟΣ <box>1197 1808 1289 1821</box>
